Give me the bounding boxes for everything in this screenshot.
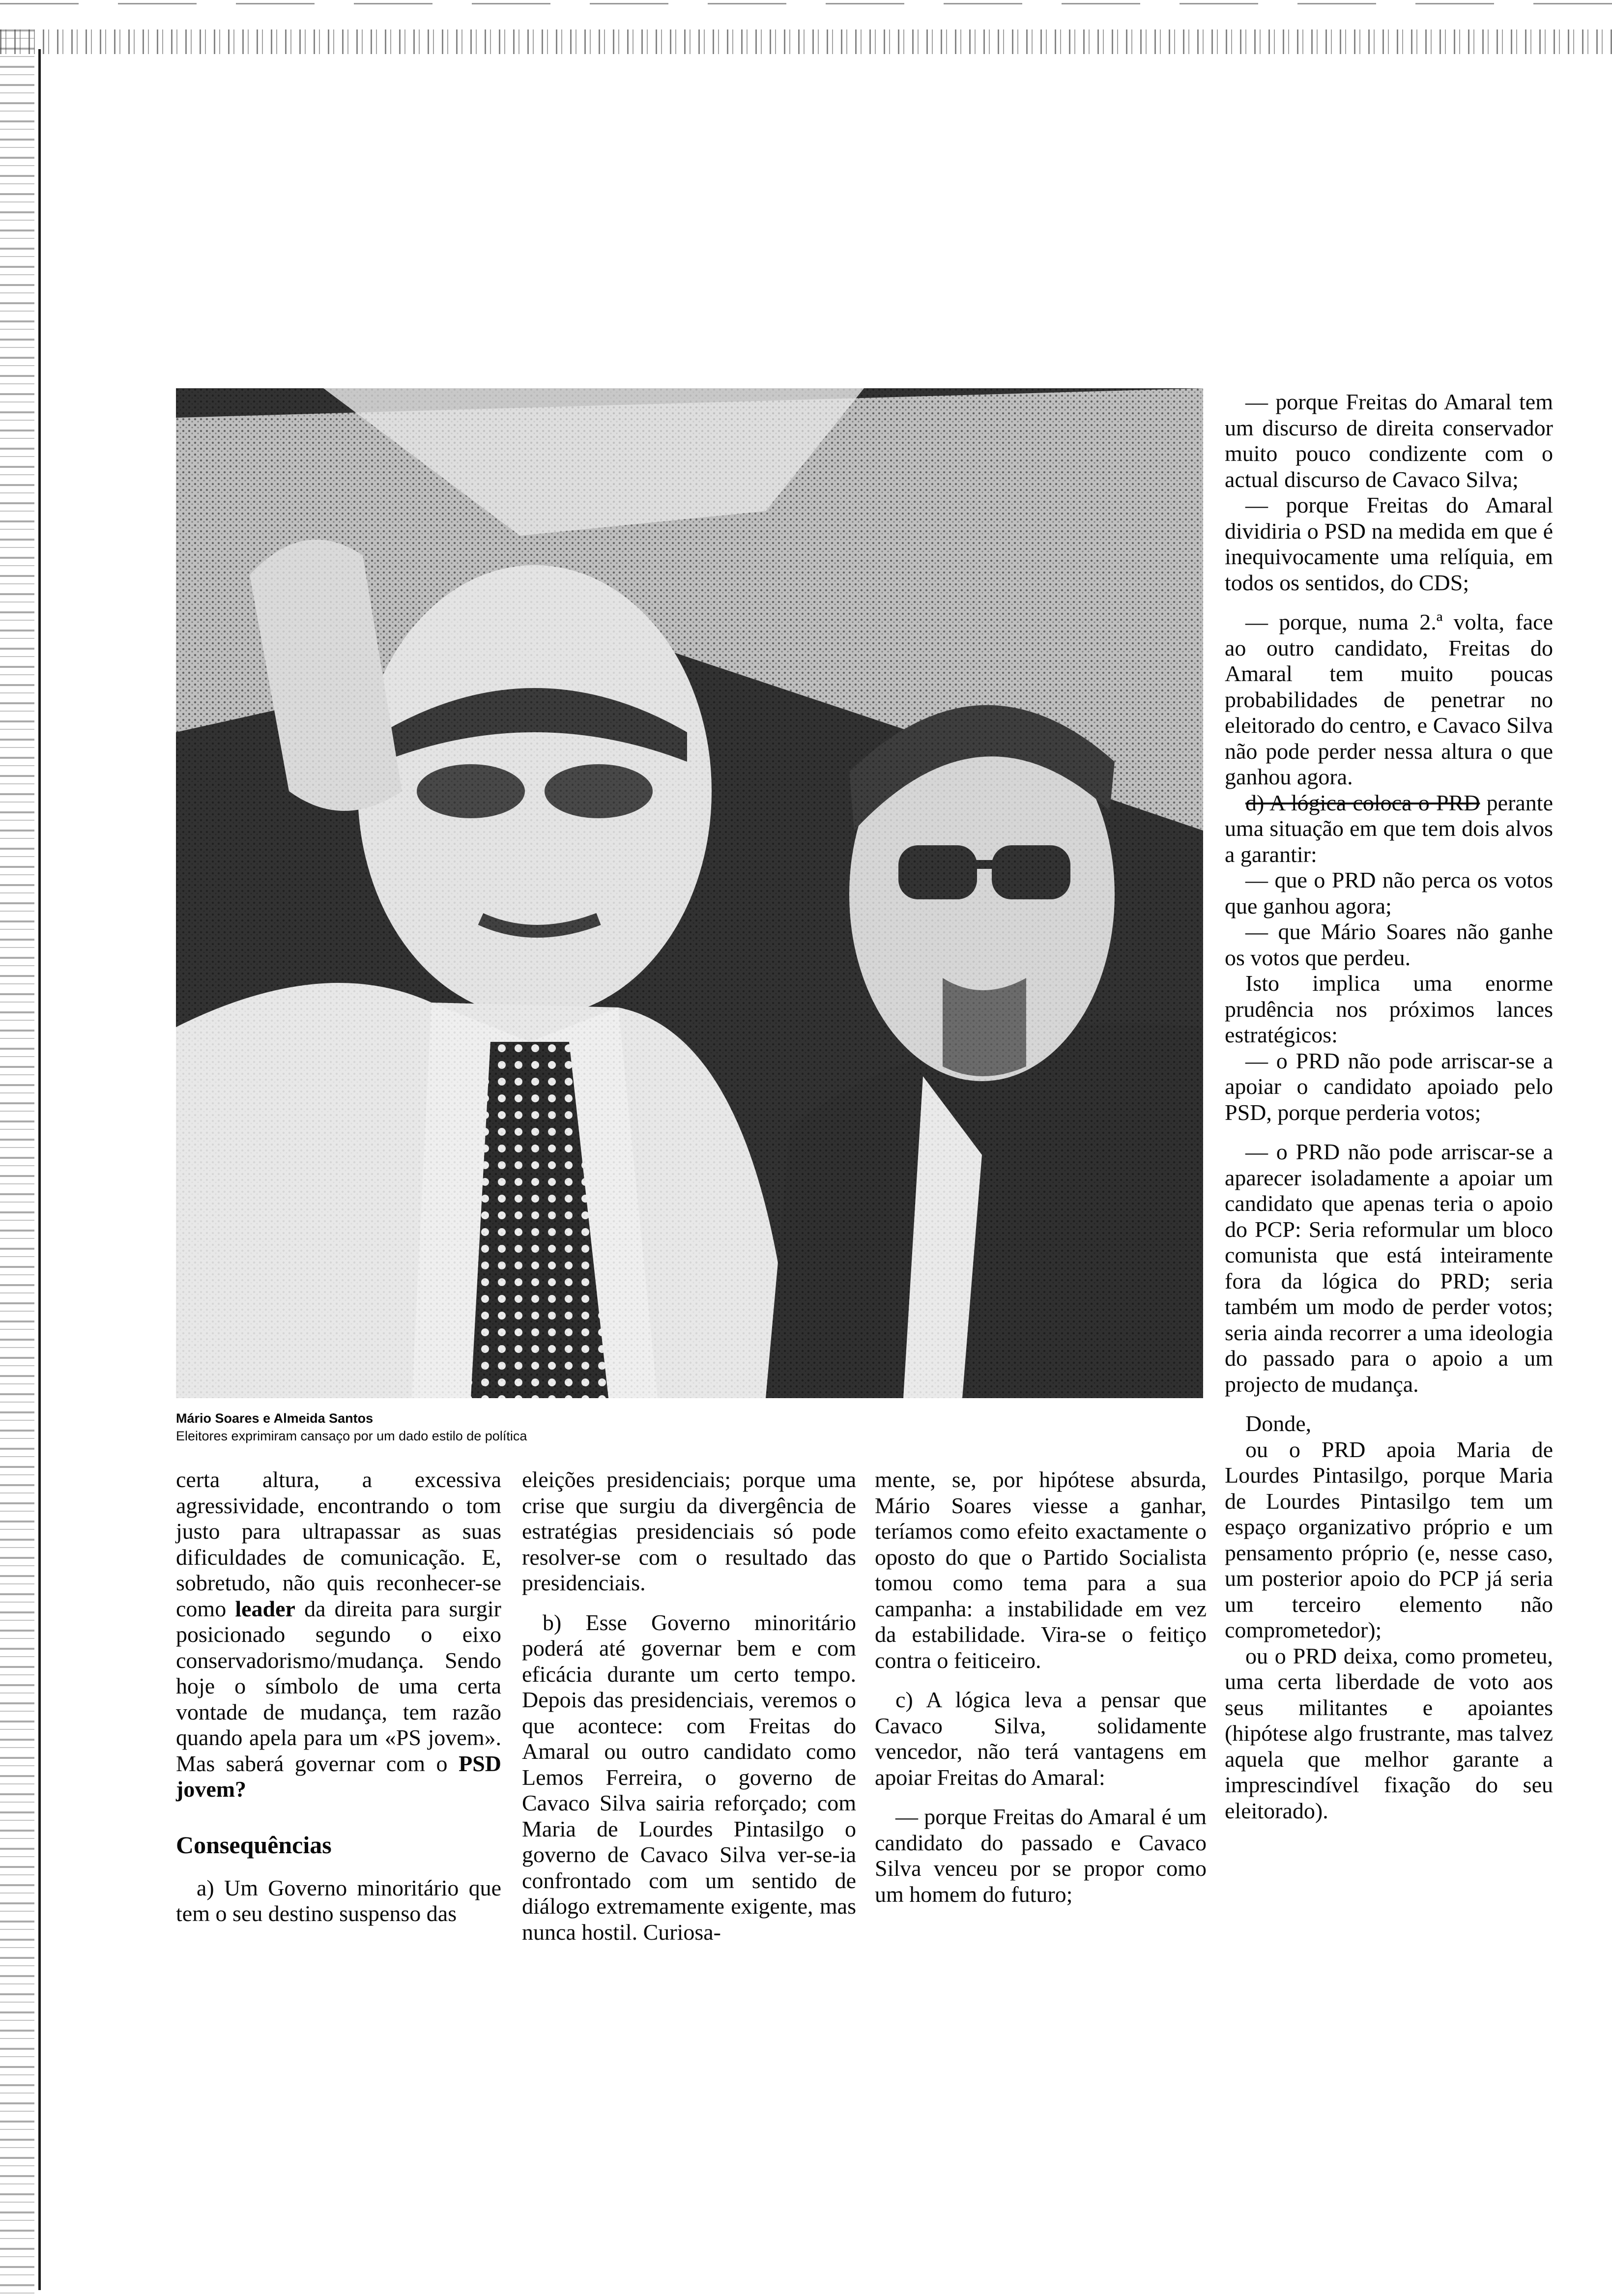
news-photograph — [176, 388, 1203, 1398]
text-run: perante uma situação em que tem dois alvos a garantir: — [1225, 790, 1553, 867]
paragraph: a) Um Governo minoritário que tem o seu destino suspenso das — [176, 1875, 501, 1926]
paragraph: ou o PRD apoia Maria de Lourdes Pintasilgo, porque Maria de Lourdes Pintasilgo tem um espaço organizativo próprio e um pensamento próprio (e, nesse caso, um posterior apoio do PCP já seria um terceiro elemento não comprometedor); — [1225, 1436, 1553, 1642]
article-column-3 — [875, 1467, 1207, 1907]
paragraph: — porque Freitas do Amaral dividiria o PSD na medida em que é inequivocamente uma relíquia, em todos os sentidos, do CDS; — [1225, 492, 1553, 595]
text-run: da direita para surgir posicionado segundo o eixo conservadorismo/mudança. Sendo hoje o símbolo de uma certa vontade de mudança, tem razão quando apela para um «PS jovem». Mas saberá governar com o — [176, 1596, 501, 1776]
paragraph: c) A lógica leva a pensar que Cavaco Silva, solidamente vencedor, não terá vantagens em apoiar Freitas do Amaral: — [875, 1687, 1207, 1790]
paragraph — [176, 1467, 501, 1803]
section-heading: Consequências — [176, 1831, 332, 1859]
paragraph: Donde, — [1245, 1411, 1312, 1436]
paragraph: — o PRD não pode arriscar-se a aparecer isoladamente a apoiar um candidato que apenas teria o apoio do PCP: Seria reformular um bloco comunista que está inteiramente fora da lógica do PRD; seria também um modo de perder votos; seria ainda recorrer a uma ideologia do passado para o apoio a um projecto de mudança. — [1225, 1139, 1553, 1397]
struck-text: d) A lógica coloca o PRD — [1245, 790, 1480, 815]
page-edge-rule — [38, 49, 41, 2290]
paragraph: — porque Freitas do Amaral é um candidato do passado e Cavaco Silva venceu por se propor como um homem do futuro; — [875, 1804, 1207, 1907]
bold-term: leader — [235, 1596, 295, 1621]
caption-names: Mário Soares e Almeida Santos — [176, 1411, 374, 1426]
caption-text: Eleitores exprimiram cansaço por um dado estilo de política — [176, 1429, 527, 1443]
article-column-4 — [1225, 389, 1553, 1824]
paragraph: — porque, numa 2.ª volta, face ao outro candidato, Freitas do Amaral tem muito poucas probabilidades de penetrar no eleitorado do centro, e Cavaco Silva não pode perder nessa altura o que ganhou agora. — [1225, 609, 1553, 789]
article-column-2 — [522, 1467, 856, 1945]
paragraph: — que Mário Soares não ganhe os votos que perdeu. — [1225, 919, 1553, 970]
paragraph: — porque Freitas do Amaral tem um discurso de direita conservador muito pouco condizente com o actual discurso de Cavaco Silva; — [1225, 389, 1553, 492]
paragraph: — o PRD não pode arriscar-se a apoiar o candidato apoiado pelo PSD, porque perderia votos; — [1225, 1048, 1553, 1125]
paragraph — [1225, 790, 1553, 868]
paragraph: Isto implica uma enorme prudência nos próximos lances estratégicos: — [1225, 971, 1553, 1047]
paragraph: eleições presidenciais; porque uma crise que surgiu da divergência de estratégias presidenciais só pode resolver-se com o resultado das presidenciais. — [522, 1467, 856, 1595]
scan-noise-top-line — [0, 3, 1612, 4]
scan-noise-left — [0, 29, 34, 2296]
bold-term: PSD jovem? — [176, 1751, 501, 1802]
photo-caption — [176, 1409, 962, 1445]
article-column-1 — [176, 1467, 501, 1927]
scan-noise-top — [0, 29, 1612, 54]
paragraph: ou o PRD deixa, como prometeu, uma certa liberdade de voto aos seus militantes e apoiantes (hipótese algo frustrante, mas talvez aquela que melhor garante a imprescindível fixação do seu eleitorado). — [1225, 1643, 1553, 1823]
paragraph: — que o PRD não perca os votos que ganhou agora; — [1225, 867, 1553, 918]
text-run: certa altura, a excessiva agressividade, encontrando o tom justo para ultrapassar as suas dificuldades de comunicação. E, sobretudo, não quis reconhecer-se como — [176, 1467, 501, 1621]
paragraph: mente, se, por hipótese absurda, Mário Soares viesse a ganhar, teríamos como efeito exactamente o oposto do que o Partido Socialista tomou como tema para a sua campanha: a instabilidade em vez da estabilidade. Vira-se o feitiço contra o feiticeiro. — [875, 1467, 1207, 1673]
photograph-two-men-icon — [176, 388, 1203, 1398]
paragraph: b) Esse Governo minoritário poderá até governar bem e com eficácia durante um certo tempo. Depois das presidenciais, veremos o que acontece: com Freitas do Amaral ou outro candidato como Lemos Ferreira, o governo de Cavaco Silva sairia reforçado; com Maria de Lourdes Pintasilgo o governo de Cavaco Silva ver-se-ia confrontado com um sentido de diálogo extremamente exigente, mas nunca hostil. Curiosa- — [522, 1609, 856, 1945]
